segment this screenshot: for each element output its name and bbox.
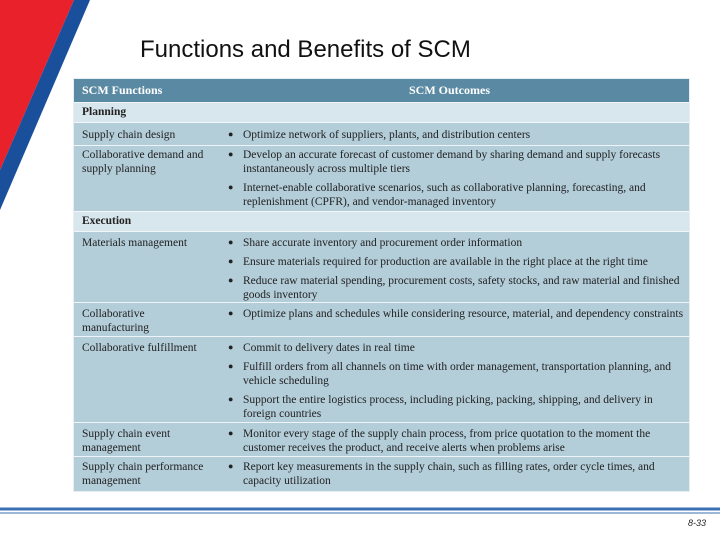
row-divider [74, 145, 689, 146]
slide-title: Functions and Benefits of SCM [140, 36, 471, 63]
header-functions: SCM Functions [82, 83, 163, 97]
bullet-icon: ● [228, 129, 234, 139]
outcome-item: Optimize plans and schedules while considering resource, material, and dependency constraints [243, 308, 684, 320]
section-execution [74, 211, 689, 232]
table-header [74, 79, 689, 102]
function-cell: Supply chain event management [82, 428, 171, 454]
outcome-item: Fulfill orders from all channels on time with order management, transportation planning, and vehicle scheduling [243, 361, 671, 387]
bullet-icon: ● [228, 361, 234, 371]
row-divider [74, 422, 689, 423]
bullet-icon: ● [228, 308, 234, 318]
bullet-icon: ● [228, 342, 234, 352]
outcome-item: Support the entire logistics process, including picking, packing, shipping, and delivery in foreign countries [243, 394, 653, 420]
outcome-item: Ensure materials required for production are available in the right place at the right time [243, 256, 648, 268]
page-number: 8-33 [688, 518, 707, 528]
outcome-item: Commit to delivery dates in real time [243, 342, 415, 354]
bullet-icon: ● [228, 275, 234, 285]
outcome-item: Develop an accurate forecast of customer demand by sharing demand and supply forecasts instantaneously across multiple tiers [243, 149, 661, 175]
header-outcomes: SCM Outcomes [409, 83, 490, 97]
function-cell: Supply chain design [82, 129, 176, 141]
outcome-item: Internet-enable collaborative scenarios, such as collaborative planning, forecasting, and replenishment (CPFR), and vendor-managed inventory [243, 182, 646, 208]
function-cell: Collaborative manufacturing [82, 308, 150, 334]
bullet-icon: ● [228, 149, 234, 159]
bullet-icon: ● [228, 461, 234, 471]
row-divider [74, 456, 689, 457]
bullet-icon: ● [228, 182, 234, 192]
outcome-item: Monitor every stage of the supply chain process, from price quotation to the moment the customer receives the product, and receive alerts when problems arise [243, 428, 651, 454]
function-cell: Supply chain performance management [82, 461, 204, 487]
bullet-icon: ● [228, 428, 234, 438]
row-divider [74, 336, 689, 337]
outcome-item: Reduce raw material spending, procurement costs, safety stocks, and raw material and finished goods inventory [243, 275, 680, 301]
bullet-icon: ● [228, 394, 234, 404]
section-label: Planning [82, 106, 127, 118]
function-cell: Materials management [82, 237, 188, 249]
outcome-item: Report key measurements in the supply chain, such as filling rates, order cycle times, and capacity utilization [243, 461, 655, 487]
bullet-icon: ● [228, 256, 234, 266]
function-cell: Collaborative demand and supply planning [82, 149, 204, 175]
outcome-item: Share accurate inventory and procurement order information [243, 237, 523, 249]
row-divider [74, 302, 689, 303]
scm-table [73, 78, 690, 492]
section-planning [74, 102, 689, 123]
bullet-icon: ● [228, 237, 234, 247]
outcome-item: Optimize network of suppliers, plants, and distribution centers [243, 129, 531, 141]
section-label: Execution [82, 215, 132, 227]
function-cell: Collaborative fulfillment [82, 342, 197, 354]
